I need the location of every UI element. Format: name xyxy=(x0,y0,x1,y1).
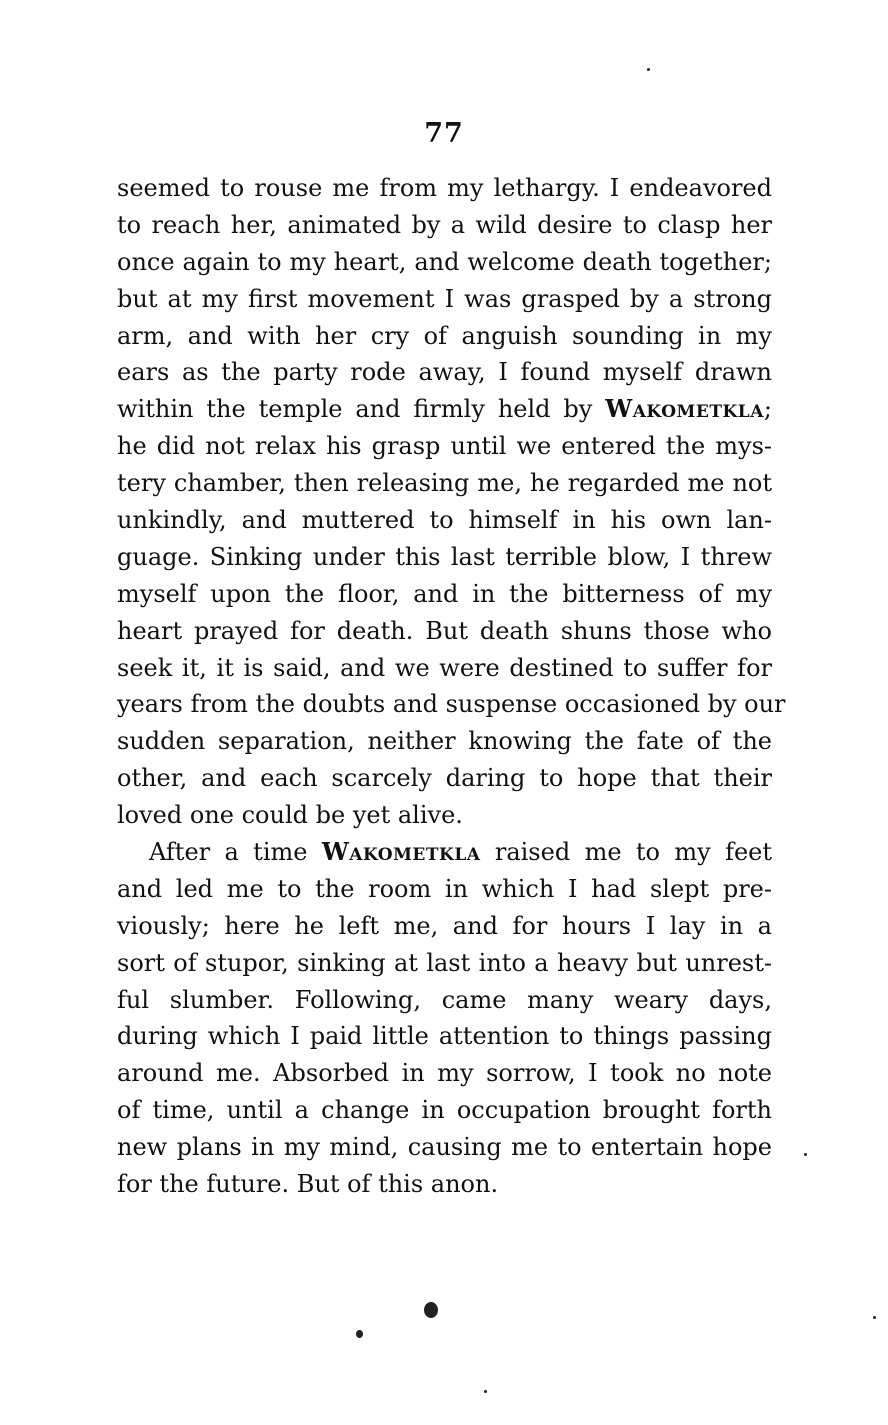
ink-speck xyxy=(484,1390,487,1393)
text-fragment: raised me to my feet xyxy=(480,838,772,867)
ink-speck xyxy=(424,1302,438,1318)
text-line: seemed to rouse me from my lethargy. I endeavored xyxy=(117,174,772,202)
text-line: myself upon the floor, and in the bitterness of my xyxy=(117,579,772,608)
text-line: arm, and with her cry of anguish sounding in my xyxy=(117,321,772,350)
ink-speck xyxy=(804,1153,807,1156)
text-line: seek it, it is said, and we were destined to suffer for xyxy=(117,653,772,682)
ink-speck xyxy=(647,68,650,71)
text-line: around me. Absorbed in my sorrow, I took no note xyxy=(117,1059,772,1088)
text-line xyxy=(117,834,772,871)
text-line: once again to my heart, and welcome death together; xyxy=(117,247,772,276)
page-number: 77 xyxy=(424,118,464,149)
text-line: new plans in my mind, causing me to entertain hope xyxy=(117,1133,772,1162)
text-fragment: ; xyxy=(763,395,772,424)
text-line: sudden separation, neither knowing the fate of the xyxy=(117,727,772,756)
text-line xyxy=(117,391,772,428)
text-line: sort of stupor, sinking at last into a heavy but unrest- xyxy=(117,948,772,977)
text-line: but at my first movement I was grasped by a strong xyxy=(117,284,772,313)
ink-speck xyxy=(873,1316,876,1319)
text-line: viously; here he left me, and for hours I lay in a xyxy=(117,911,772,940)
text-line: during which I paid little attention to things passing xyxy=(117,1022,772,1051)
text-line: tery chamber, then releasing me, he regarded me not xyxy=(117,469,772,498)
text-line: unkindly, and muttered to himself in his own lan- xyxy=(117,506,772,535)
name-wakometkla: Wakometkla xyxy=(605,394,764,424)
text-line: ears as the party rode away, I found myself drawn xyxy=(117,358,772,387)
text-line: to reach her, animated by a wild desire to clasp her xyxy=(117,210,772,239)
text-line: for the future. But of this anon. xyxy=(117,1170,499,1199)
ink-speck xyxy=(356,1330,363,1338)
text-line: he did not relax his grasp until we entered the mys- xyxy=(117,432,772,461)
text-line: heart prayed for death. But death shuns those who xyxy=(117,616,772,645)
text-line: other, and each scarcely daring to hope that their xyxy=(117,764,772,793)
text-line: ful slumber. Following, came many weary days, xyxy=(117,985,772,1014)
name-wakometkla: Wakometkla xyxy=(321,837,481,867)
text-fragment: within the temple and firmly held by xyxy=(117,395,606,424)
text-line: guage. Sinking under this last terrible blow, I threw xyxy=(117,542,772,571)
text-line: loved one could be yet alive. xyxy=(117,801,463,830)
body-text xyxy=(117,170,786,1203)
text-fragment: After a time xyxy=(149,838,322,867)
text-line: and led me to the room in which I had slept pre- xyxy=(117,874,772,903)
text-line: years from the doubts and suspense occasioned by our xyxy=(117,690,786,719)
text-line: of time, until a change in occupation brought forth xyxy=(117,1096,772,1125)
